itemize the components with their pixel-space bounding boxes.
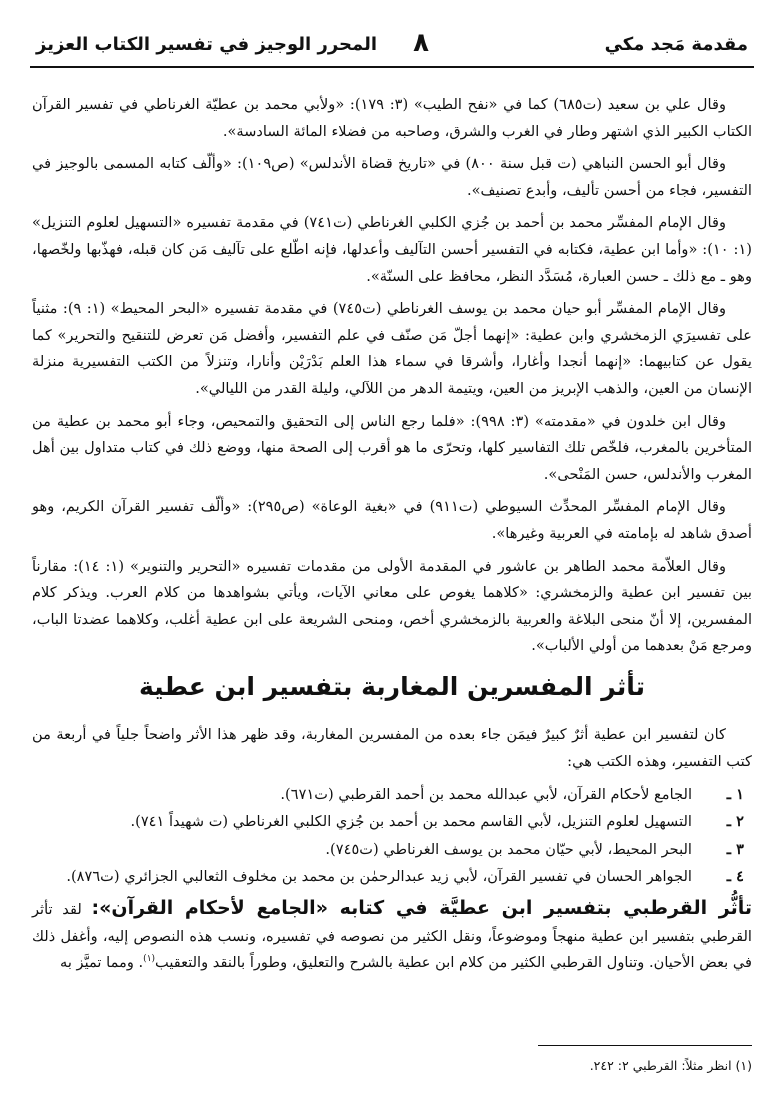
last-paragraph xyxy=(32,895,752,977)
list-number: ١ ـ xyxy=(726,785,744,803)
footnote: (١) انظر مثلاً: القرطبي ٢: ٢٤٢. xyxy=(589,1058,752,1073)
paragraph: وقال الإمام المفسِّر المحدِّث السيوطي (ت٩١١) في «بغية الوعاة» (ص٢٩٥): «وألّف تفسير القرآن الكريم، وهو أصدق شاهد له بإمامته في العربية وغيرها». xyxy=(32,498,752,542)
list-item xyxy=(32,837,752,864)
paragraph: وقال الإمام المفسِّر محمد بن أحمد بن جُزي الكلبي الغرناطي (ت٧٤١) في مقدمة تفسيره «التسهيل لعلوم التنزيل» (١: ١٠): «وأما ابن عطية، فكتابه في التفسير أحسن التآليف وأعدلها، فإنه اطّلع على تآليف مَن كان قبله، فهذّبها ولخّصها، وهو ـ مع ذلك ـ حسن العبارة، مُسَدَّد النظر، محافظ على السنّة». xyxy=(32,214,752,285)
paragraph: وقال ابن خلدون في «مقدمته» (٣: ٩٩٨): «فلما رجع الناس إلى التحقيق والتمحيص، وجاء أبو محمد بن عطية من المتأخرين بالمغرب، فلخّص تلك التفاسير كلها، وتحرّى ما هو أقرب إلى الصحة منها، ووضع ذلك في كتاب متداول بين أهل المغرب والأندلس، حسن المَنْحى». xyxy=(32,412,752,483)
footnote-rule xyxy=(538,1045,752,1046)
list-item xyxy=(32,809,752,836)
paragraph: وقال العلاّمة محمد الطاهر بن عاشور في المقدمة الأولى من مقدمات تفسيره «التحرير والتنوير» (١: ١٤): مقارناً بين تفسير ابن عطية والزمخشري: «كلاهما يغوص على معاني الآيات، ويأتي بشواهدها من كلام العرب. ويذكر كلام المفسرين، إلا أنّ منحى البلاغة والعربية بالزمخشري أخص، ومنحى الشريعة على ابن عطية أغلب، وكلاهما عضدتا الباب، ومرجع مَنْ بعدهما من أولي الألباب». xyxy=(32,557,752,655)
list-text: الجامع لأحكام القرآن، لأبي عبدالله محمد بن أحمد القرطبي (ت٦٧١). xyxy=(280,785,692,803)
list-number: ٢ ـ xyxy=(726,813,744,831)
running-header xyxy=(30,30,754,64)
list-number: ٣ ـ xyxy=(726,840,744,858)
last-paragraph-tail: . ومما تميَّز به xyxy=(60,954,144,972)
footnote-marker: (١) xyxy=(143,954,156,965)
list-text: البحر المحيط، لأبي حيّان محمد بن يوسف الغرناطي (ت٧٤٥). xyxy=(325,840,692,858)
paragraph: وقال الإمام المفسِّر أبو حيان محمد بن يوسف الغرناطي (ت٧٤٥) في مقدمة تفسيره «البحر المحيط» (١: ٩): مثنياً على تفسيرَي الزمخشري وابن عطية: «إنهما أجلّ مَن صنّف في علم التفسير، وأفضل مَن تعرض للتنقيح والتحرير» كما يقول عن كتابيهما: «إنهما أنجدا وأغارا، وأشرقا في سماء هذا العلم بَدْرَيْن وأنارا، وتنزلاً من الكتب التفسيرية منزلة الإنسان من العين، والذهب الإبريز من العين، ويتيمة الدهر من اللآلي، وليلة القدر من الليالي». xyxy=(32,300,752,397)
paragraph: وقال أبو الحسن النباهي (ت قبل سنة ٨٠٠) في «تاريخ قضاة الأندلس» (ص١٠٩): «وألّف كتابه المسمى بالوجيز في التفسير، فجاء من أحسن تأليف، وأبدع تصنيف». xyxy=(32,155,752,199)
list-item xyxy=(32,782,752,809)
intro-paragraph: كان لتفسير ابن عطية أثرٌ كبيرٌ فيمَن جاء بعده من المفسرين المغاربة، وقد ظهر هذا الأثر واضحاً جلياً في أربعة من كتب التفسير، وهذه الكتب هي: xyxy=(32,726,752,771)
book-list xyxy=(32,782,752,891)
section-heading: تأثر المفسرين المغاربة بتفسير ابن عطية xyxy=(138,671,645,701)
header-rule xyxy=(30,66,754,68)
last-paragraph-text: لقد تأثر القرطبي بتفسير ابن عطية منهجاً وموضوعاً، ونقل الكثير من نصوصه في تفسيره، ونسب هذه النصوص إليه، وأغفل ذلك في بعض الأحيان. وتناول القرطبي الكثير من كلام ابن عطية بالشرح والتعليق، وطوراً بالنقد والتعقيب xyxy=(32,901,752,972)
paragraph: وقال علي بن سعيد (ت٦٨٥) كما في «نفح الطيب» (٣: ١٧٩): «ولأبي محمد بن عطيّة الغرناطي في تفسير القرآن الكتاب الكبير الذي اشتهر وطار في الغرب والشرق، وصاحبه من فضلاء المائة السادسة». xyxy=(32,96,752,140)
header-chapter-title: مقدمة مَجد مكي xyxy=(604,34,748,55)
subsection-lead: تأثُّر القرطبي بتفسير ابن عطيَّة في كتابه «الجامع لأحكام القرآن»: xyxy=(91,897,753,920)
list-text: التسهيل لعلوم التنزيل، لأبي القاسم محمد بن أحمد بن جُزي الكلبي الغرناطي (ت شهيداً ٧٤١). xyxy=(130,813,692,831)
list-item xyxy=(32,864,752,891)
header-book-title: المحرر الوجيز في تفسير الكتاب العزيز xyxy=(36,34,377,55)
page-number: ٨ xyxy=(413,28,429,58)
list-text: الجواهر الحسان في تفسير القرآن، لأبي زيد عبدالرحمٰن بن محمد بن مخلوف الثعالبي الجزائري (ت٨٧٦). xyxy=(66,868,692,886)
page-body xyxy=(32,92,752,983)
list-number: ٤ ـ xyxy=(726,868,744,886)
